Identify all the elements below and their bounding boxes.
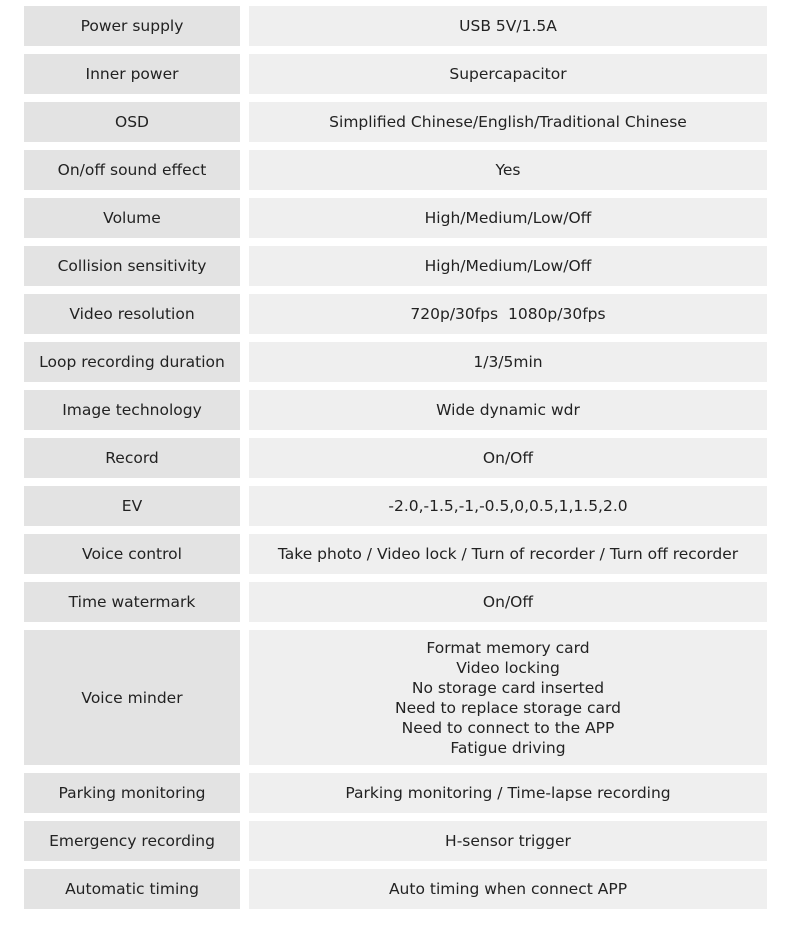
spec-label: Loop recording duration — [24, 342, 240, 382]
spec-value: On/Off — [249, 582, 767, 622]
spec-value-line: Video locking — [456, 658, 560, 677]
spec-value-line: No storage card inserted — [411, 678, 605, 697]
spec-row-power-supply — [24, 6, 767, 46]
spec-label: Parking monitoring — [24, 773, 240, 813]
spec-label: Inner power — [24, 54, 240, 94]
spec-value-line: Need to replace storage card — [395, 698, 621, 717]
spec-row-voice-control — [24, 534, 767, 574]
spec-row-video-resolution — [24, 294, 767, 334]
spec-value: USB 5V/1.5A — [249, 6, 767, 46]
spec-label: Video resolution — [24, 294, 240, 334]
spec-label: Voice control — [24, 534, 240, 574]
spec-value: Yes — [249, 150, 767, 190]
spec-value: 720p/30fps 1080p/30fps — [249, 294, 767, 334]
spec-label: Emergency recording — [24, 821, 240, 861]
spec-value: 1/3/5min — [249, 342, 767, 382]
spec-label: Voice minder — [24, 630, 240, 765]
spec-row-image-technology — [24, 390, 767, 430]
spec-label: Automatic timing — [24, 869, 240, 909]
spec-row-volume — [24, 198, 767, 238]
spec-row-voice-minder — [24, 630, 767, 765]
spec-row-collision-sensitivity — [24, 246, 767, 286]
spec-value-line: Format memory card — [426, 638, 590, 657]
spec-label: Record — [24, 438, 240, 478]
spec-label: Image technology — [24, 390, 240, 430]
spec-row-osd — [24, 102, 767, 142]
spec-label: On/off sound effect — [24, 150, 240, 190]
spec-value: Wide dynamic wdr — [249, 390, 767, 430]
spec-row-loop-recording — [24, 342, 767, 382]
spec-value-list — [249, 630, 767, 765]
spec-value: H-sensor trigger — [249, 821, 767, 861]
spec-label: Power supply — [24, 6, 240, 46]
spec-value: Parking monitoring / Time-lapse recording — [249, 773, 767, 813]
spec-value-line: Fatigue driving — [450, 738, 566, 757]
spec-value: Auto timing when connect APP — [249, 869, 767, 909]
spec-value: High/Medium/Low/Off — [249, 198, 767, 238]
spec-value: Take photo / Video lock / Turn of recorder / Turn off recorder — [249, 534, 767, 574]
spec-label: OSD — [24, 102, 240, 142]
spec-row-time-watermark — [24, 582, 767, 622]
spec-value-line: Need to connect to the APP — [401, 718, 615, 737]
spec-label: Volume — [24, 198, 240, 238]
spec-row-emergency-recording — [24, 821, 767, 861]
spec-row-inner-power — [24, 54, 767, 94]
spec-label: Collision sensitivity — [24, 246, 240, 286]
spec-value: Simplified Chinese/English/Traditional Chinese — [249, 102, 767, 142]
spec-value: High/Medium/Low/Off — [249, 246, 767, 286]
spec-label: EV — [24, 486, 240, 526]
spec-value: On/Off — [249, 438, 767, 478]
spec-row-parking-monitoring — [24, 773, 767, 813]
spec-value: -2.0,-1.5,-1,-0.5,0,0.5,1,1.5,2.0 — [249, 486, 767, 526]
spec-label: Time watermark — [24, 582, 240, 622]
spec-row-sound-effect — [24, 150, 767, 190]
spec-row-record — [24, 438, 767, 478]
spec-row-automatic-timing — [24, 869, 767, 909]
spec-value: Supercapacitor — [249, 54, 767, 94]
spec-row-ev — [24, 486, 767, 526]
spec-table — [24, 6, 767, 917]
